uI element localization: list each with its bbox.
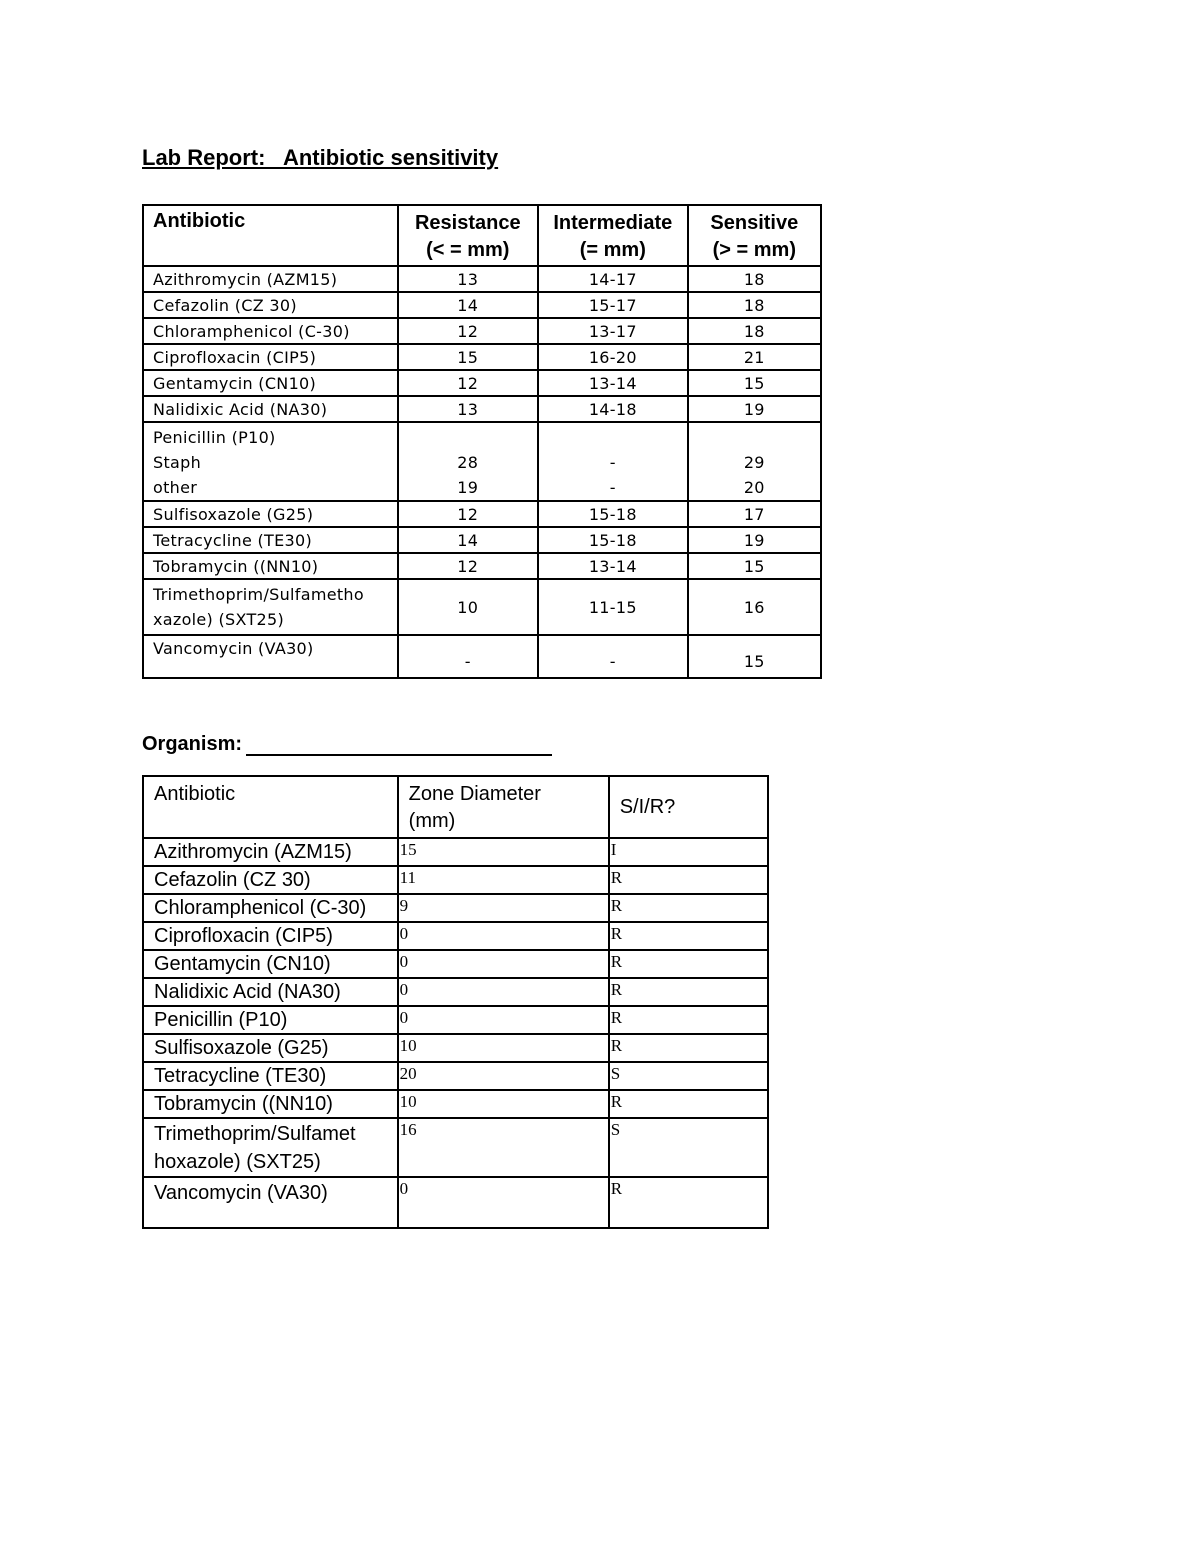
resistance-value: 15 xyxy=(398,344,539,370)
table-row xyxy=(143,396,821,422)
sir-value: R xyxy=(609,950,768,978)
resistance-value: 12 xyxy=(398,370,539,396)
resistance-value: 10 xyxy=(398,579,539,635)
zone-value: 10 xyxy=(398,1034,609,1062)
header-antibiotic: Antibiotic xyxy=(143,776,398,838)
table-row xyxy=(143,527,821,553)
table-row xyxy=(143,978,768,1006)
sir-value: R xyxy=(609,866,768,894)
sir-value: R xyxy=(609,1034,768,1062)
table-row xyxy=(143,838,768,866)
antibiotic-name: Cefazolin (CZ 30) xyxy=(143,292,398,318)
sensitive-value: 15 xyxy=(688,635,821,678)
intermediate-value xyxy=(538,422,688,501)
table-row-vancomycin xyxy=(143,635,821,678)
header-zone-line1: Zone Diameter xyxy=(408,783,541,805)
header-antibiotic: Antibiotic xyxy=(143,205,398,266)
antibiotic-name: Ciprofloxacin (CIP5) xyxy=(143,922,398,950)
antibiotic-name: Azithromycin (AZM15) xyxy=(143,266,398,292)
intermediate-value: 14-17 xyxy=(538,266,688,292)
antibiotic-name: Tetracycline (TE30) xyxy=(143,1062,398,1090)
zone-value: 16 xyxy=(398,1118,609,1177)
table-row xyxy=(143,1034,768,1062)
results-table xyxy=(142,775,769,1229)
antibiotic-name xyxy=(143,1118,398,1177)
sensitive-staph: 29 xyxy=(743,453,765,472)
sir-value: I xyxy=(609,838,768,866)
resistance-value: 12 xyxy=(398,318,539,344)
sensitive-value: 18 xyxy=(688,292,821,318)
sensitive-value: 19 xyxy=(688,527,821,553)
sensitive-value: 21 xyxy=(688,344,821,370)
intermediate-staph: - xyxy=(609,453,616,472)
table-row-vancomycin xyxy=(143,1177,768,1228)
antibiotic-name: Azithromycin (AZM15) xyxy=(143,838,398,866)
table-row xyxy=(143,894,768,922)
header-resistance xyxy=(398,205,539,266)
sensitive-value: 15 xyxy=(688,370,821,396)
table-row xyxy=(143,318,821,344)
intermediate-value: 14-18 xyxy=(538,396,688,422)
resistance-other: 19 xyxy=(457,478,479,497)
intermediate-value: 16-20 xyxy=(538,344,688,370)
antibiotic-name: Vancomycin (VA30) xyxy=(143,1177,398,1228)
resistance-value: 14 xyxy=(398,527,539,553)
trimethoprim-name-line2: hoxazole) (SXT25) xyxy=(154,1151,321,1173)
resistance-value: 12 xyxy=(398,501,539,527)
zone-value: 0 xyxy=(398,950,609,978)
zone-value: 15 xyxy=(398,838,609,866)
antibiotic-name: Nalidixic Acid (NA30) xyxy=(143,978,398,1006)
table-header-row xyxy=(143,776,768,838)
sensitive-value: 15 xyxy=(688,553,821,579)
intermediate-value: 15-18 xyxy=(538,501,688,527)
header-sensitive-line2: (> = mm) xyxy=(712,239,796,261)
header-sir: S/I/R? xyxy=(609,776,768,838)
sensitive-value: 19 xyxy=(688,396,821,422)
resistance-value: 12 xyxy=(398,553,539,579)
table-row-penicillin xyxy=(143,422,821,501)
antibiotic-name: Penicillin (P10) xyxy=(143,1006,398,1034)
intermediate-other: - xyxy=(609,478,616,497)
trimethoprim-name-line1: Trimethoprim/Sulfametho xyxy=(153,585,364,604)
table-row xyxy=(143,950,768,978)
zone-value: 0 xyxy=(398,978,609,1006)
organism-field xyxy=(142,733,552,756)
antibiotic-name: Gentamycin (CN10) xyxy=(143,950,398,978)
table-row xyxy=(143,1090,768,1118)
antibiotic-name: Tobramycin ((NN10) xyxy=(143,553,398,579)
table-row xyxy=(143,370,821,396)
sensitive-value: 18 xyxy=(688,318,821,344)
intermediate-value: 11-15 xyxy=(538,579,688,635)
intermediate-value: 13-17 xyxy=(538,318,688,344)
trimethoprim-name-line2: xazole) (SXT25) xyxy=(153,610,285,629)
table-row xyxy=(143,501,821,527)
organism-label: Organism: xyxy=(142,733,243,755)
sir-value: R xyxy=(609,894,768,922)
resistance-value: 13 xyxy=(398,266,539,292)
header-resistance-line2: (< = mm) xyxy=(426,239,510,261)
sir-value: S xyxy=(609,1118,768,1177)
table-row xyxy=(143,292,821,318)
sir-value: R xyxy=(609,1177,768,1228)
table-row xyxy=(143,1062,768,1090)
intermediate-value: 13-14 xyxy=(538,553,688,579)
header-intermediate-line1: Intermediate xyxy=(553,212,673,234)
penicillin-sub-staph: Staph xyxy=(153,453,202,472)
table-row xyxy=(143,266,821,292)
antibiotic-name: Tobramycin ((NN10) xyxy=(143,1090,398,1118)
antibiotic-name: Gentamycin (CN10) xyxy=(143,370,398,396)
zone-value: 10 xyxy=(398,1090,609,1118)
sensitive-value xyxy=(688,422,821,501)
table-header-row xyxy=(143,205,821,266)
table-row xyxy=(143,344,821,370)
antibiotic-name: Tetracycline (TE30) xyxy=(143,527,398,553)
page-title: Lab Report: Antibiotic sensitivity xyxy=(142,145,499,170)
intermediate-value: 13-14 xyxy=(538,370,688,396)
zone-value: 0 xyxy=(398,922,609,950)
antibiotic-name: Chloramphenicol (C-30) xyxy=(143,894,398,922)
sensitive-value: 18 xyxy=(688,266,821,292)
header-zone-line2: (mm) xyxy=(408,810,456,832)
sir-value: R xyxy=(609,922,768,950)
resistance-value: 13 xyxy=(398,396,539,422)
antibiotic-name: Sulfisoxazole (G25) xyxy=(143,501,398,527)
table-row xyxy=(143,922,768,950)
zone-value: 0 xyxy=(398,1177,609,1228)
zone-value: 9 xyxy=(398,894,609,922)
antibiotic-name: Ciprofloxacin (CIP5) xyxy=(143,344,398,370)
intermediate-value: - xyxy=(538,635,688,678)
header-zone-diameter xyxy=(398,776,609,838)
resistance-value xyxy=(398,422,539,501)
table-row-trimethoprim xyxy=(143,1118,768,1177)
organism-blank-line[interactable] xyxy=(246,736,552,756)
intermediate-value: 15-18 xyxy=(538,527,688,553)
intermediate-value: 15-17 xyxy=(538,292,688,318)
zone-value: 0 xyxy=(398,1006,609,1034)
antibiotic-name: Cefazolin (CZ 30) xyxy=(143,866,398,894)
reference-table xyxy=(142,204,822,679)
sensitive-value: 16 xyxy=(688,579,821,635)
antibiotic-name: Chloramphenicol (C-30) xyxy=(143,318,398,344)
table-row xyxy=(143,1006,768,1034)
resistance-staph: 28 xyxy=(457,453,479,472)
sir-value: R xyxy=(609,1090,768,1118)
header-sensitive-line1: Sensitive xyxy=(710,212,799,234)
sir-value: R xyxy=(609,978,768,1006)
table-row xyxy=(143,553,821,579)
antibiotic-name xyxy=(143,579,398,635)
sensitive-other: 20 xyxy=(743,478,765,497)
sensitive-value: 17 xyxy=(688,501,821,527)
penicillin-name: Penicillin (P10) xyxy=(153,428,276,447)
table-row xyxy=(143,866,768,894)
header-resistance-line1: Resistance xyxy=(414,212,521,234)
resistance-value: - xyxy=(398,635,539,678)
table-row-trimethoprim xyxy=(143,579,821,635)
sir-value: S xyxy=(609,1062,768,1090)
zone-value: 11 xyxy=(398,866,609,894)
antibiotic-name: Nalidixic Acid (NA30) xyxy=(143,396,398,422)
antibiotic-name: Sulfisoxazole (G25) xyxy=(143,1034,398,1062)
antibiotic-name xyxy=(143,422,398,501)
penicillin-sub-other: other xyxy=(153,478,198,497)
header-intermediate-line2: (= mm) xyxy=(579,239,646,261)
sir-value: R xyxy=(609,1006,768,1034)
resistance-value: 14 xyxy=(398,292,539,318)
header-sensitive xyxy=(688,205,821,266)
header-intermediate xyxy=(538,205,688,266)
trimethoprim-name-line1: Trimethoprim/Sulfamet xyxy=(154,1123,356,1145)
antibiotic-name: Vancomycin (VA30) xyxy=(143,635,398,678)
zone-value: 20 xyxy=(398,1062,609,1090)
